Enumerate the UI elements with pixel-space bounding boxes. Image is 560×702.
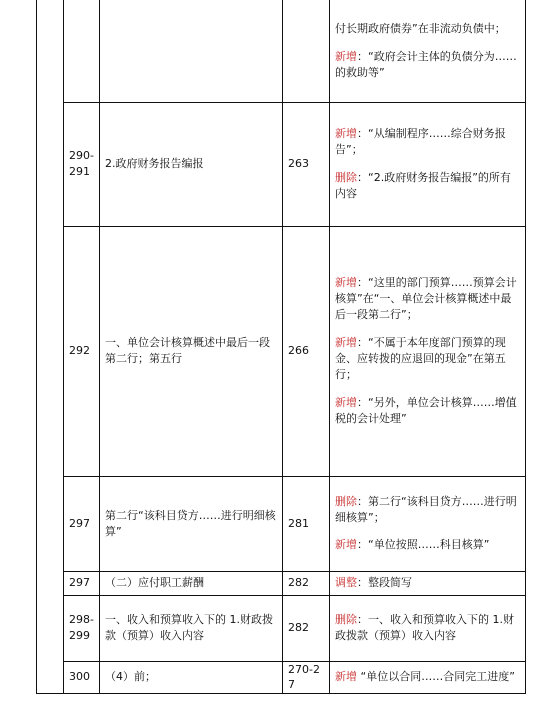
change-cell <box>330 595 526 661</box>
new-page-cell: 266 <box>283 226 330 476</box>
original-page-cell: 300 <box>64 661 100 694</box>
new-page-cell <box>283 0 330 102</box>
original-page-cell: 298-299 <box>64 595 100 661</box>
new-page-cell: 263 <box>283 102 330 226</box>
original-page-cell <box>64 0 100 102</box>
original-content-cell: 2.政府财务报告编报 <box>100 102 283 226</box>
change-item: 新增：“政府会计主体的负债分为……的救助等” <box>335 49 517 79</box>
original-page-cell: 297 <box>64 476 100 571</box>
original-content-cell: 一、收入和预算收入下的 1.财政拨款（预算）收入内容 <box>100 595 283 661</box>
original-page-cell: 297 <box>64 571 100 595</box>
change-item: 删除：第二行“该科目贷方……进行明细核算”； <box>335 494 517 524</box>
change-item: 删除：一、收入和预算收入下的 1.财政拨款（预算）收入内容 <box>335 613 514 642</box>
change-item: 新增：“从编制程序……综合财务报告”； <box>335 127 506 157</box>
change-cell <box>330 102 526 226</box>
margin-cell <box>37 0 64 694</box>
table-row <box>37 595 526 661</box>
table-row <box>37 661 526 694</box>
change-cell <box>330 226 526 476</box>
change-item: 新增：“单位按照……科目核算” <box>335 538 490 552</box>
change-item: 新增 “单位以合同……合同完工进度” <box>335 670 515 684</box>
table-row <box>37 226 526 476</box>
original-content-cell: 一、单位会计核算概述中最后一段第二行；第五行 <box>100 226 283 476</box>
new-page-cell: 282 <box>283 571 330 595</box>
table-row <box>37 102 526 226</box>
change-item: 新增：“这里的部门预算……预算会计核算”在“一、单位会计核算概述中最后一段第二行”； <box>335 276 517 322</box>
original-content-cell: （4）前； <box>100 661 283 694</box>
original-page-cell: 292 <box>64 226 100 476</box>
change-item: 新增：“不属于本年度部门预算的现金、应转拨的应退回的现金”在第五行； <box>335 336 506 381</box>
original-page-cell: 290-291 <box>64 102 100 226</box>
table-row <box>37 0 526 102</box>
change-item: 删除：“2.政府财务报告编报”的所有内容 <box>335 171 511 200</box>
change-cell <box>330 476 526 571</box>
revision-table <box>36 0 526 694</box>
original-content-cell: （二）应付职工薪酬 <box>100 571 283 595</box>
change-item: 调整：整段简写 <box>335 576 412 590</box>
change-cell <box>330 661 526 694</box>
change-cell <box>330 0 526 102</box>
new-page-cell: 270-27 <box>283 661 330 694</box>
table-row <box>37 476 526 571</box>
change-cell <box>330 571 526 595</box>
change-item: 付长期政府债券”在非流动负债中； <box>335 21 506 35</box>
new-page-cell: 282 <box>283 595 330 661</box>
original-content-cell <box>100 0 283 102</box>
change-item: 新增：“另外，单位会计核算……增值税的会计处理” <box>335 395 517 425</box>
new-page-cell: 281 <box>283 476 330 571</box>
original-content-cell: 第二行“该科目贷方……进行明细核算” <box>100 476 283 571</box>
table-row <box>37 571 526 595</box>
